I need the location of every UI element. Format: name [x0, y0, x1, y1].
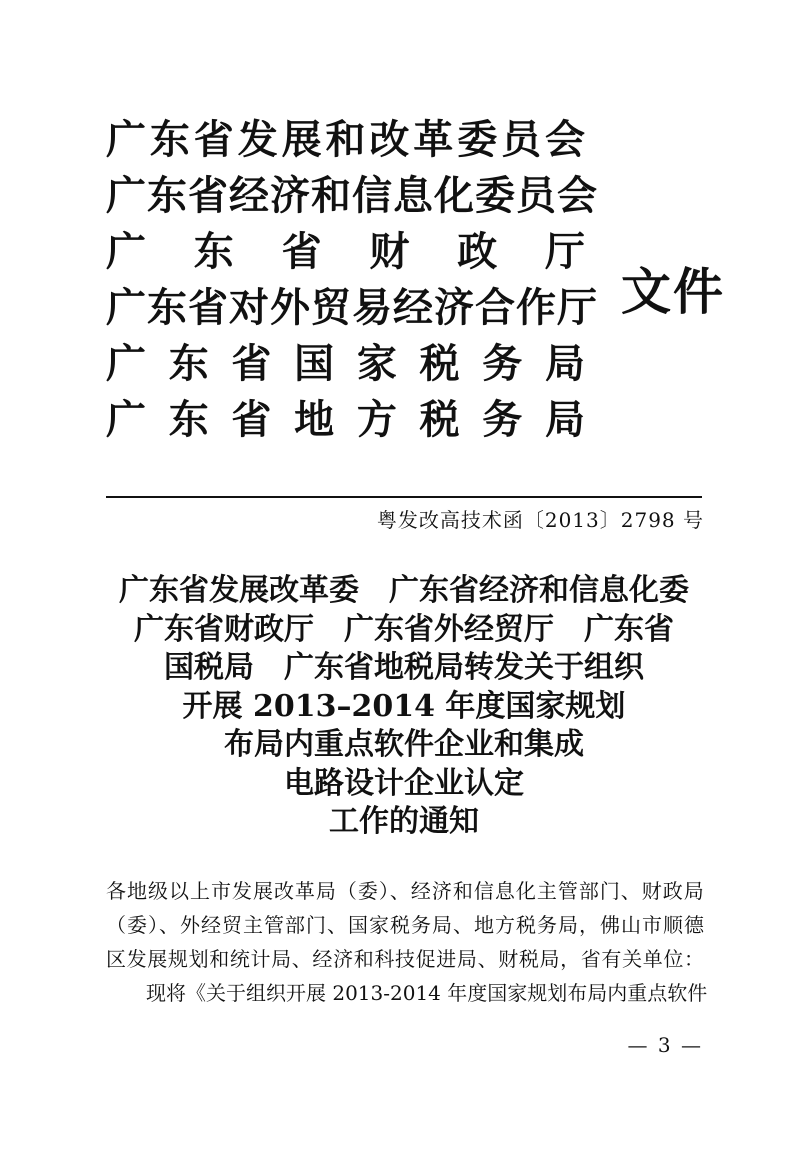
issuer-name: 广东省发展和改革委员会	[106, 116, 586, 163]
body-text	[106, 874, 708, 1010]
title-line: 工作的通知	[329, 804, 479, 839]
title-line: 开展 2013–2014 年度国家规划	[182, 688, 626, 724]
issuer-name: 广东省地方税务局	[106, 396, 586, 443]
title-line: 国税局 广东省地税局转发关于组织	[164, 650, 644, 685]
body-line: 区发展规划和统计局、经济和科技促进局、财税局，省有关单位：	[106, 947, 704, 971]
body-line: 各地级以上市发展改革局（委）、经济和信息化主管部门、财政局	[106, 879, 704, 903]
title-line: 电路设计企业认定	[284, 765, 524, 801]
title-line: 布局内重点软件企业和集成	[224, 727, 584, 762]
document-number: 粤发改高技术函〔2013〕2798 号	[376, 508, 704, 532]
document-word: 文件	[621, 262, 725, 321]
title-line: 广东省发展改革委 广东省经济和信息化委	[119, 573, 689, 608]
header-rule	[106, 496, 702, 498]
body-line: 现将《关于组织开展 2013-2014 年度国家规划布局内重点软件	[146, 981, 708, 1005]
body-line: （委）、外经贸主管部门、国家税务局、地方税务局，佛山市顺德	[106, 913, 704, 937]
issuer-name: 广东省国家税务局	[106, 340, 586, 387]
issuer-name: 广东省对外贸易经济合作厅	[106, 284, 598, 331]
title-line: 广东省财政厅 广东省外经贸厅 广东省	[134, 611, 674, 647]
issuer-name: 广东省财政厅	[106, 228, 586, 275]
issuer-block	[106, 112, 598, 448]
page-number: — 3 —	[627, 1033, 703, 1057]
issuer-name: 广东省经济和信息化委员会	[106, 172, 598, 219]
document-title	[100, 572, 708, 842]
